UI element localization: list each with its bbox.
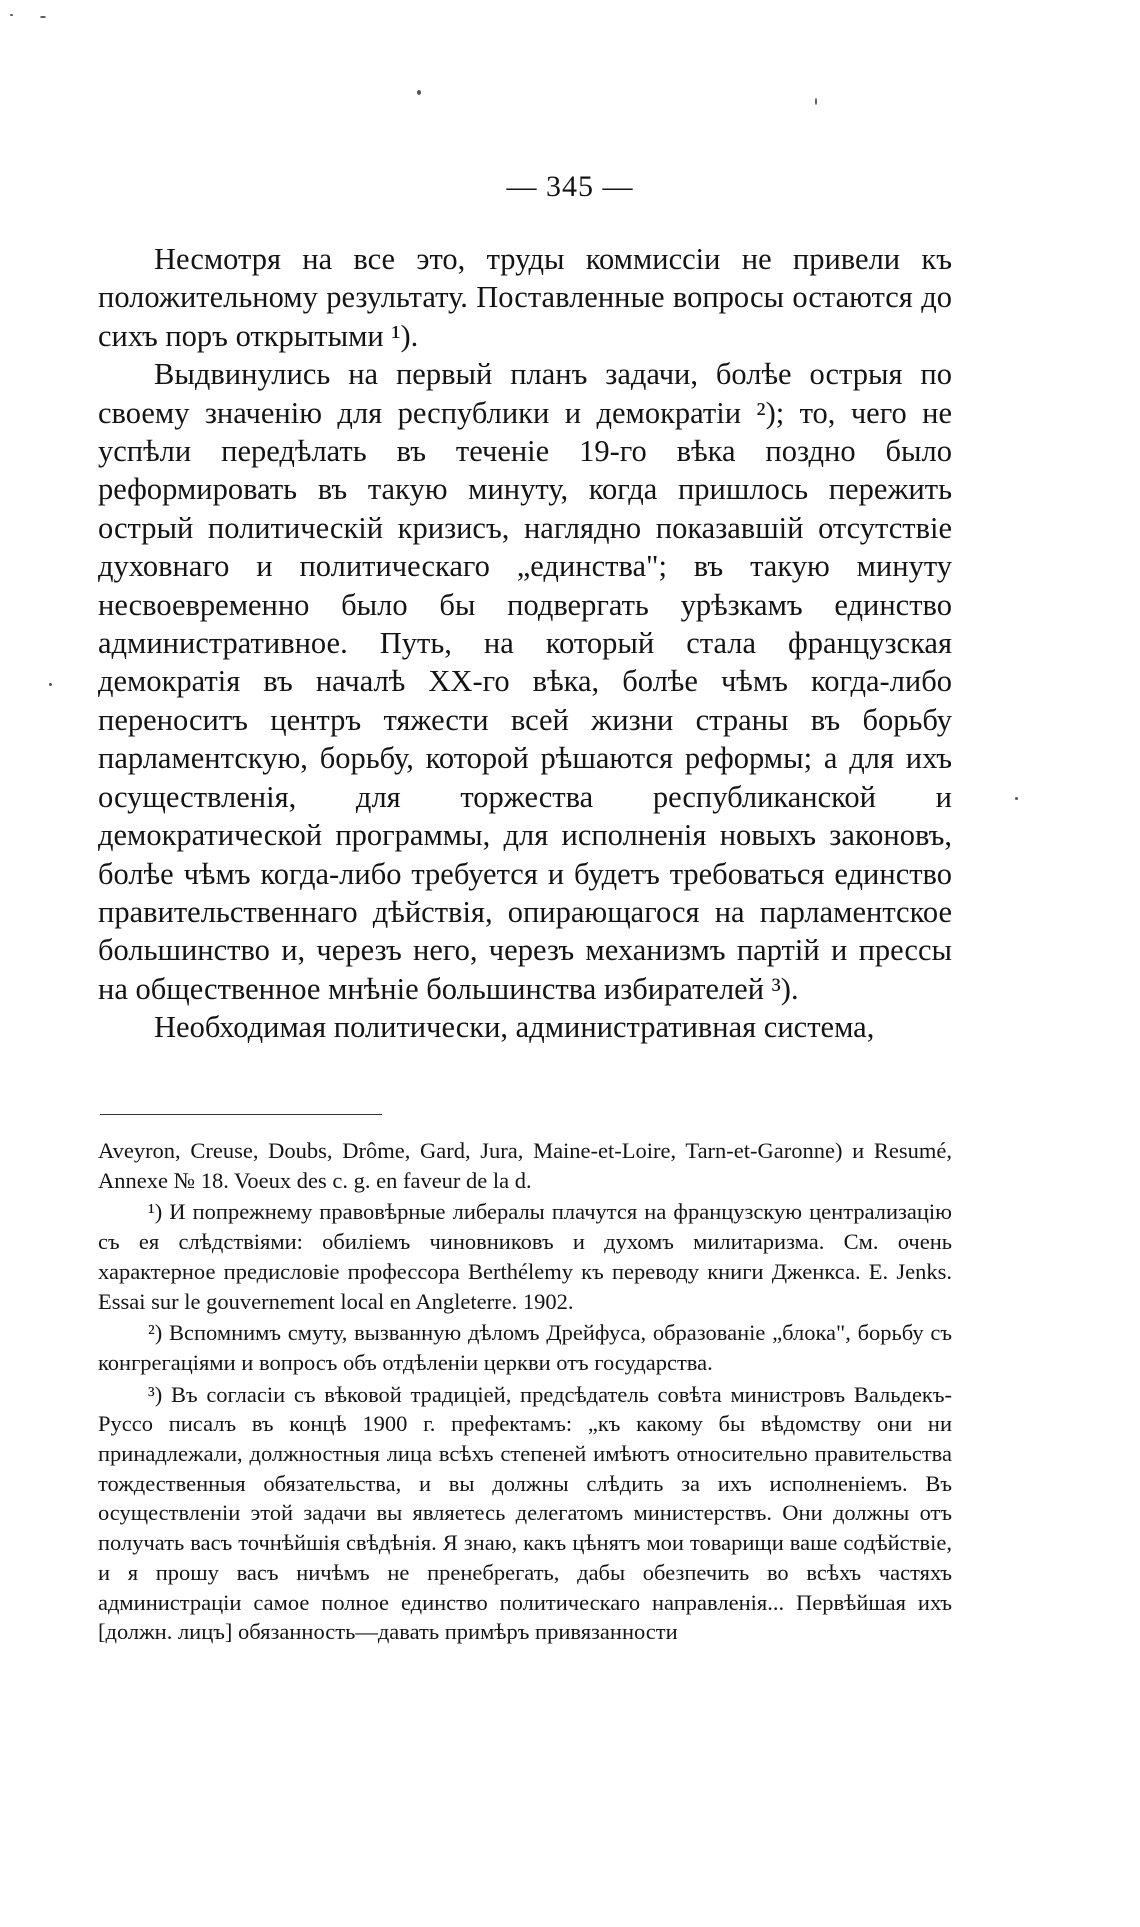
paragraph: Несмотря на все это, труды коммиссіи не привели къ положительному результату. Поставленные вопросы остаются до сихъ поръ открытыми ¹).	[98, 242, 952, 353]
scan-speck	[417, 90, 421, 95]
footnote: ³) Въ согласіи съ вѣковой традиціей, предсѣдатель совѣта министровъ Вальдекъ-Руссо писалъ въ концѣ 1900 г. префектамъ: „къ какому бы вѣдомству они ни принадлежали, должностныя лица всѣхъ степеней имѣютъ относительно правительства тождественныя обязательства, и вы должны слѣдить за ихъ исполненіемъ. Въ осуществленіи этой задачи вы являетесь делегатомъ министерствъ. Они должны отъ получать васъ точнѣйшія свѣдѣнія. Я знаю, какъ цѣнятъ мои товарищи ваше содѣйствіе, и я прошу васъ ничѣмъ не пренебрегать, дабы обезпечить во всѣхъ частяхъ администраціи самое полное единство политическаго направленія... Первѣйшая ихъ [должн. лицъ] обязанность—давать примѣръ привязанности	[98, 1381, 952, 1645]
scan-speck	[815, 98, 817, 105]
page-number: — 345 —	[506, 170, 634, 203]
scan-speck	[1015, 797, 1018, 800]
scan-speck	[40, 16, 46, 18]
paragraph: Необходимая политически, административная система,	[154, 1010, 875, 1045]
scan-speck	[10, 14, 13, 16]
footnote-continuation: Aveyron, Creuse, Doubs, Drôme, Gard, Jura, Maine-et-Loire, Tarn-et-Garonne) и Resumé, Annexe № 18. Voeux des c. g. en faveur de la d.	[98, 1138, 952, 1193]
main-text	[98, 240, 952, 1047]
scan-speck	[49, 683, 52, 686]
footnote: ¹) И попрежнему правовѣрные либералы плачутся на французскую централизацію съ ея слѣдствіями: обиліемъ чиновниковъ и духомъ милитаризма. См. очень характерное предисловіе профессора Berthélemy къ переводу книги Дженкса. E. Jenks. Essai sur le gouvernement local en Angleterre. 1902.	[98, 1199, 952, 1314]
footnote-separator	[100, 1114, 382, 1115]
footnote: ²) Вспомнимъ смуту, вызванную дѣломъ Дрейфуса, образованіе „блока", борьбу съ конгрегаціями и вопросъ объ отдѣленіи церкви отъ государства.	[98, 1320, 952, 1375]
footnotes	[98, 1136, 952, 1647]
paragraph: Выдвинулись на первый планъ задачи, болѣе острыя по своему значенію для республики и демократіи ²); то, чего не успѣли передѣлать въ теченіе 19-го вѣка поздно было реформировать въ такую минуту, когда пришлось пережить острый политическій кризисъ, наглядно показавшій отсутствіе духовнаго и политическаго „единства"; въ такую минуту несвоевременно было бы подвергать урѣзкамъ единство административное. Путь, на который стала французская демократія въ началѣ XX-го вѣка, болѣе чѣмъ когда-либо переноситъ центръ тяжести всей жизни страны въ борьбу парламентскую, борьбу, которой рѣшаются реформы; а для ихъ осуществленія, для торжества республиканской и демократической программы, для исполненія новыхъ законовъ, болѣе чѣмъ когда-либо требуется и будетъ требоваться единство правительственнаго дѣйствія, опирающагося на парламентское большинство и, черезъ него, черезъ механизмъ партій и прессы на общественное мнѣніе большинства избирателей ³).	[98, 357, 952, 1006]
